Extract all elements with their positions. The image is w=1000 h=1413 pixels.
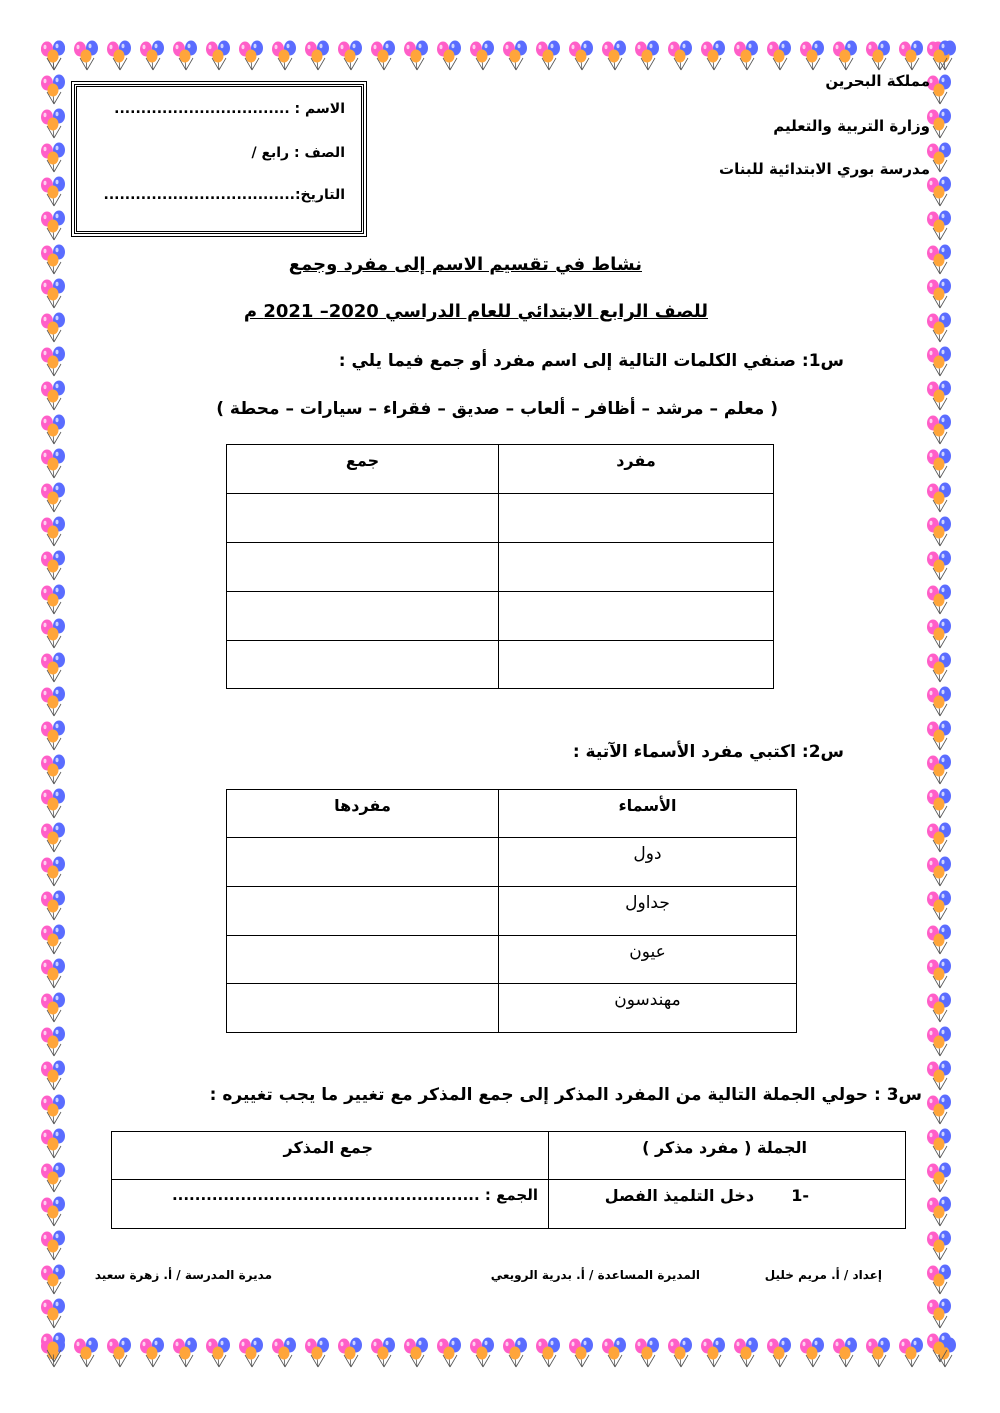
answer-cell[interactable] <box>227 543 499 592</box>
footer-prepared-by: إعداد / أ. مريم خليل <box>764 1268 882 1282</box>
student-date-field[interactable]: التاريخ:.................................... <box>103 187 345 203</box>
footer-principal: مديرة المدرسة / أ. زهرة سعيد <box>94 1268 272 1282</box>
answer-cell[interactable] <box>227 887 499 936</box>
sentence-text: دخل التلميذ الفصل <box>604 1186 755 1205</box>
answer-cell[interactable] <box>227 494 499 543</box>
balloon-border-left <box>36 36 72 1369</box>
q2-table <box>226 789 797 1033</box>
ministry-name: وزارة التربية والتعليم <box>773 117 930 135</box>
table-row <box>227 838 797 887</box>
noun-cell: مهندسون <box>499 984 797 1033</box>
balloon-border-bottom <box>36 1333 964 1369</box>
footer-assistant-principal: المديرة المساعدة / أ. بدرية الرويعي <box>490 1268 700 1282</box>
table-row <box>227 641 774 689</box>
student-grade-field: الصف : رابع / <box>251 145 345 161</box>
student-info-box <box>74 84 364 234</box>
q3-header-plural: جمع المذكر <box>112 1132 549 1180</box>
worksheet-subtitle: للصف الرابع الابتدائي للعام الدراسي 2020– 2021 م <box>243 301 708 322</box>
q3-table <box>111 1131 906 1229</box>
school-name: مدرسة بوري الابتدائية للبنات <box>719 160 930 178</box>
table-row <box>227 936 797 984</box>
q3-header-sentence: الجملة ( مفرد مذكر ) <box>549 1132 906 1180</box>
answer-cell[interactable] <box>499 543 774 592</box>
q3-prompt: س3 : حولي الجملة التالية من المفرد المذكر إلى جمع المذكر مع تغيير ما يجب تغييره : <box>209 1085 922 1105</box>
answer-cell[interactable] <box>499 494 774 543</box>
q2-header-singular: مفردها <box>227 790 499 838</box>
answer-cell[interactable] <box>227 936 499 984</box>
q2-prompt: س2: اكتبي مفرد الأسماء الآتية : <box>572 742 844 762</box>
noun-cell: دول <box>499 838 797 887</box>
q1-header-singular: مفرد <box>499 445 774 494</box>
worksheet-title: نشاط في تقسيم الاسم إلى مفرد وجمع <box>288 254 642 275</box>
table-row <box>112 1180 906 1229</box>
noun-cell: عيون <box>499 936 797 984</box>
table-row <box>227 494 774 543</box>
table-row <box>227 887 797 936</box>
table-row <box>227 592 774 641</box>
answer-cell[interactable] <box>499 641 774 689</box>
q1-table <box>226 444 774 689</box>
q3-sentence-cell <box>549 1180 906 1229</box>
table-row <box>227 543 774 592</box>
answer-cell[interactable] <box>227 984 499 1033</box>
q2-header-nouns: الأسماء <box>499 790 797 838</box>
balloon-border-right <box>922 36 958 1369</box>
answer-cell[interactable] <box>227 838 499 887</box>
q3-answer-cell[interactable]: الجمع : ...................................................... <box>112 1180 549 1229</box>
student-name-field[interactable]: الاسم : ................................. <box>114 101 345 117</box>
sentence-number: -1 <box>791 1186 809 1205</box>
q1-header-plural: جمع <box>227 445 499 494</box>
balloon-border-top <box>36 36 964 72</box>
answer-cell[interactable] <box>499 592 774 641</box>
kingdom-name: مملكة البحرين <box>825 72 930 90</box>
answer-cell[interactable] <box>227 641 499 689</box>
q1-prompt: س1: صنفي الكلمات التالية إلى اسم مفرد أو جمع فيما يلي : <box>338 351 844 371</box>
noun-cell: جداول <box>499 887 797 936</box>
table-row <box>227 984 797 1033</box>
q1-word-list: ( معلم – مرشد – أظافر – ألعاب – صديق – فقراء – سيارات – محطة ) <box>216 399 778 419</box>
answer-cell[interactable] <box>227 592 499 641</box>
